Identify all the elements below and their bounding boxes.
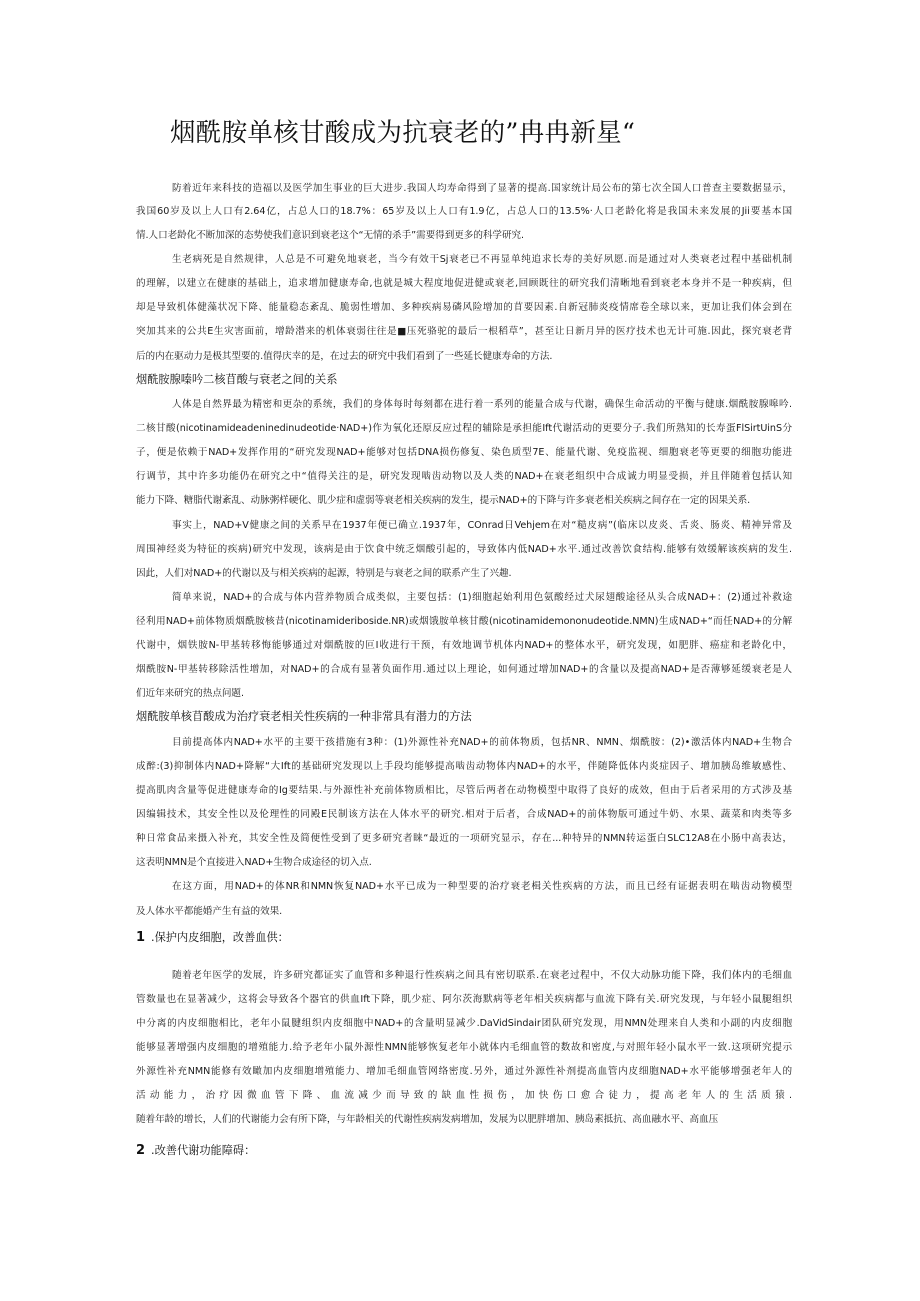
text-line: 生老病死是自然规律，人总是不可避免地衰老，当今有效干Sj衰老已不再显单纯追求长寿的美好夙愿.而是通过对人类衰老过程中基础机制 <box>172 254 792 265</box>
text-line: 们近年来研究的热点问题. <box>136 688 244 699</box>
text-line: 简单来说，NAD+的合成与体内营养物质合成类似，主要包括：(1)细胞起始利用色氨酸经过犬尿翅酸途径从头合成NAD+：(2)通过补救途 <box>172 592 792 603</box>
numbered-heading <box>136 930 289 946</box>
heading-text: .保护内皮细胞，改善血供： <box>151 931 289 944</box>
heading-text: .改善代谢功能障碍： <box>151 1144 256 1157</box>
text-line: 能力下降、糖脂代谢紊乱、动脉粥样硬化、肌少症和虚弱等衰老相关疾病的发生，提示NAD+的下降与许多衰老相关疾病之间存在一定的因果关系. <box>136 495 751 506</box>
section-heading: 烟酰胺腺嗪吟二核苜酸与衰老之间的关系 <box>136 373 338 386</box>
text-line: 事实上，NAD+V健康之间的关系早在1937年便已确立.1937年，COnrad日Vehjem在对“糙皮病”(临床以皮炎、舌炎、肠炎、精神异常及 <box>172 520 792 531</box>
text-line: 代谢中，烟铁胺N-甲基转移悔能够通过对烟酰胺的叵I收进行干预，有效地调节机体内NAD+的整体水平，研究发现，如肥胖、癌症和老龄化中， <box>136 640 792 651</box>
text-line: 这表明NMN是个直接进入NAD+生物合成途径的切入点. <box>136 857 372 868</box>
text-line: 种日常食品来摄入补充，其安全性及简便性受到了更多研究者睐“最近的一项研究显示，存在...种特异的NMN转运蛋白SLC12A8在小肠中高表达， <box>136 833 792 844</box>
text-line: 目前提高体内NAD+水平的主要干孩措施有3种：(1)外源性补充NAD+的前体物质，包括NR、NMN、烟酰胺：(2)•激活体内NAD+生物合 <box>172 737 792 748</box>
text-line: 行调节，其中许多功能仍在研究之中“值得关注的是，研究发现啮齿动物以及人类的NAD+在衰老组织中合成诚力明显受损，并且伴随着包括认知 <box>136 471 792 482</box>
text-line: 后的内在驱动力是极其型要的.值得庆幸的是，在过去的研究中我们看到了一些延长健康寿命的方法. <box>136 351 553 362</box>
text-line: 情.人口老龄化不断加深的态势使我们意识到衰老这个“无情的杀手”需要得到更多的科学研究. <box>136 230 525 241</box>
text-line: 活动能力，治疗因微血管下降、血流减少而导致的缺血性损伤，加快伤口愈合徒力，提高老年人的生活质猿. <box>136 1090 792 1101</box>
text-line: 随着年龄的增长，人们的代谢能力会有所下降，与年龄相关的代谢性疾病发病增加，发展为以肥胖增加、胰岛素抵抗、高血融水平、高血压 <box>136 1114 719 1125</box>
text-line: 成醉:(3)抑制体内NAD+降解“大Ift的基础研究发现以上手段均能够提高啮齿动物体内NAD+的水平，伴随降低体内炎症因子、增加胰岛维敏感性、 <box>136 761 792 772</box>
text-line: 子，便是依赖于NAD+发挥作用的“研究发现NAD+能够对包括DNA损伤修复、染色质型7E、能量代谢、免疫监视、细胞衰老等更要的细胞功能进 <box>136 447 792 458</box>
text-line: 却是导致机体健藻状况下降、能量稳态紊乱、脆弱性增加、多种疾病易磷风险增加的苜要因素.自新冠肺炎疫情席卷全球以来，更加让我们体会到在 <box>136 302 792 313</box>
text-line: 突加其来的公共E生灾害面前，增龄潜来的机体衰弱往往是■压死骆驼的最后一根稻草”，甚至让日新月异的医疗技术也无计可施.因此，探究衰老背 <box>136 326 792 337</box>
text-line: 径利用NAD+前体物质烟酰胺核昔(nicotinamideriboside.NR)或烟饿胺单核甘酸(nicotinamidemononudeotide.NMN)生成NAD+“而任NAD+的分解 <box>136 616 792 627</box>
section-heading: 烟酰胺单核苜酸成为治疗衰老相关性疾病的一种非常具有潜力的方法 <box>136 710 472 723</box>
text-line: 外源性补充NMN能修有效瞰加内皮细胞增殖能力、增加毛细血管网络密度.另外，通过外源性补剂提高血管内皮细胞NAD+水平能够增强老年人的 <box>136 1066 792 1077</box>
document-title: 烟酰胺单核甘酸成为抗衰老的”冉冉新星“ <box>170 118 636 148</box>
text-line: 的理解，以建立在健康的基础上，追求增加健康寿命,也就是城大程度地促进健或衰老,回顾既往的研究我们清晰地看到衰老本身并不是一种疾病，但 <box>136 278 792 289</box>
text-line: 提高肌肉含量等促进健康寿命的Ig要结果.与外源性补充前体物质相比，尽管后两者在动物模型中取得了良好的成效，但由于后者采用的方式涉及基 <box>136 785 792 796</box>
text-line: 中分离的内皮细胞相比，老年小鼠腱组织内皮细胞中NAD+的含量明显减少.DaVidSindair团队研究发现，用NMN处理来自人类和小副的内皮细胞 <box>136 1018 792 1029</box>
numbered-heading <box>136 1143 255 1159</box>
text-line: 随着老年医学的发展，许多研究都证实了血管和多种退行性疾病之间具有密切联系.在衰老过程中，不仅大动脉功能下降，我们体内的毛细血 <box>172 970 792 981</box>
text-line: 因编辑技术，其安全性以及伦理性的同殿E民制该方法在人体水平的研究.相对于后者，合成NAD+的前体物版可通过牛奶、水果、蔬菜和肉类等多 <box>136 809 792 820</box>
text-line: 在这方面，用NAD+的体NR和NMN恢复NAD+水平已成为一种型要的治疗衰老楫关性疾病的方法，而且已经有证据表明在啮齿动物模型 <box>172 881 792 892</box>
text-line: 我国60岁及以上人口有2.64亿，占总人口的18.7%：65岁及以上人口有1.9亿，占总人口的13.5%·人口老龄化将是我国未来发展的Jii要基本国 <box>136 206 792 217</box>
text-line: 人体是自然界最为精密和更杂的系统，我们的身体每时每刻都在进行着一系列的能量合成与代谢，确保生命活动的平衡与健康.烟酰胺腺嗥吟. <box>172 399 792 410</box>
text-line: 周围神经炎为特征的疾病)研究中发现，该病是由于饮食中统乏烟酸引起的，导致体内低NAD+水平.通过改善饮食结构.能够有效缓解该疾病的发生. <box>136 544 792 555</box>
heading-number: 1 <box>136 930 146 945</box>
text-line: 管数量也在显著减少，这将会导致各个器官的供血Ift下降，肌少症、阿尔茨海默病等老年相关疾病都与血流下降有关.研究发现，与年轻小鼠腿组织 <box>136 994 792 1005</box>
text-line: 烟酰胺N-甲基转移除活性增加，对NAD+的合成有显著负面作用.通过以上理论，如何通过增加NAD+的含量以及提高NAD+是否薄够延缓衰老是人 <box>136 664 792 675</box>
heading-number: 2 <box>136 1143 146 1158</box>
text-line: 因此，人们对NAD+的代谢以及与相关疾病的起源，特别是与衰老之间的联系产生了兴趣. <box>136 568 512 579</box>
text-line: 能够显著增强内皮细胞的增殖能力.给予老年小鼠外源性NMN能够恢复老年小就体内毛细血管的数故和密度,与对照年轻小鼠水平一致.这项研究提示 <box>136 1042 792 1053</box>
text-line: 二核甘酸(nicotinamideadeninedinudeotide·NAD+)作为氧化还原反应过程的辅除是承担能Ift代谢活动的更要分子.我们所熟知的长寿蛋FlSirtUinS分 <box>136 423 792 434</box>
text-line: 防着近年来科技的造福以及医学加生事业的巨大进步.我国人均寿命得到了显著的提高.国家统计局公布的第七次全国人口普查主要数据显示， <box>172 183 792 194</box>
text-line: 及人体水平都能婚产生有益的效果. <box>136 906 283 917</box>
